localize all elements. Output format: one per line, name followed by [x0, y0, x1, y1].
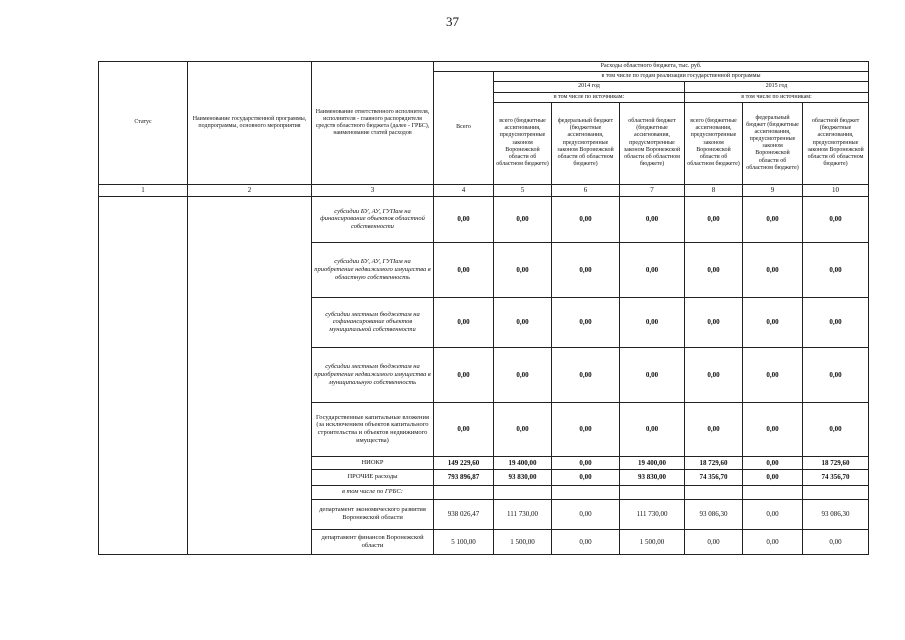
value-cell [620, 485, 685, 499]
header-col5: всего (бюджетные ассигнования, предусмотренные законом Воронежской области об областном бюджете) [494, 102, 552, 184]
value-cell: 938 026,47 [434, 499, 494, 529]
header-col9: федеральный бюджет (бюджетные ассигнования, предусмотренные законом Воронежской области об областном бюджете) [743, 102, 803, 184]
header-col6: федеральный бюджет (бюджетные ассигнования, предусмотренные законом Воронежской области об областном бюджете) [552, 102, 620, 184]
value-cell: 0,00 [494, 242, 552, 297]
value-cell: 0,00 [434, 402, 494, 456]
row-name: ПРОЧИЕ расходы [312, 469, 434, 485]
column-number: 4 [434, 184, 494, 196]
value-cell: 0,00 [803, 297, 869, 347]
column-number: 2 [188, 184, 312, 196]
value-cell [494, 485, 552, 499]
value-cell: 18 729,60 [803, 456, 869, 469]
row-name: субсидии местным бюджетам на софинансирование объектов муниципальной собственности [312, 297, 434, 347]
value-cell: 0,00 [743, 402, 803, 456]
row-name: в том числе по ГРБС: [312, 485, 434, 499]
value-cell: 0,00 [685, 402, 743, 456]
row-name: департамент экономического развития Воронежской области [312, 499, 434, 529]
value-cell: 0,00 [434, 347, 494, 402]
value-cell: 0,00 [552, 242, 620, 297]
value-cell: 93 086,30 [803, 499, 869, 529]
value-cell: 19 400,00 [494, 456, 552, 469]
value-cell: 0,00 [685, 529, 743, 554]
value-cell: 0,00 [434, 297, 494, 347]
value-cell: 0,00 [743, 499, 803, 529]
value-cell: 0,00 [743, 242, 803, 297]
value-cell: 0,00 [552, 469, 620, 485]
value-cell: 5 100,00 [434, 529, 494, 554]
value-cell: 111 730,00 [494, 499, 552, 529]
value-cell: 793 896,87 [434, 469, 494, 485]
value-cell: 0,00 [685, 196, 743, 242]
header-program-name: Наименование государственной программы, подпрограммы, основного мероприятия [188, 62, 312, 185]
header-year-2015: 2015 год [685, 82, 869, 92]
value-cell: 0,00 [803, 242, 869, 297]
value-cell: 0,00 [494, 347, 552, 402]
value-cell: 0,00 [803, 529, 869, 554]
header-total: Всего [434, 72, 494, 185]
value-cell [434, 485, 494, 499]
value-cell: 0,00 [434, 196, 494, 242]
header-executor-name: Наименование ответственного исполнителя, исполнителя - главного распорядителя средств областного бюджета (далее - ГРБС), наименование статей расходов [312, 62, 434, 185]
column-number: 8 [685, 184, 743, 196]
value-cell: 0,00 [803, 196, 869, 242]
value-cell: 0,00 [743, 297, 803, 347]
value-cell: 0,00 [620, 402, 685, 456]
value-cell: 0,00 [494, 196, 552, 242]
value-cell: 111 730,00 [620, 499, 685, 529]
value-cell: 0,00 [743, 529, 803, 554]
value-cell: 0,00 [743, 347, 803, 402]
column-number: 1 [99, 184, 188, 196]
table-row [99, 196, 869, 242]
value-cell: 0,00 [494, 297, 552, 347]
value-cell: 0,00 [685, 242, 743, 297]
header-year-2014: 2014 год [494, 82, 685, 92]
value-cell: 0,00 [552, 402, 620, 456]
row-name: субсидии БУ, АУ, ГУПам на финансирование объектов областной собственности [312, 196, 434, 242]
value-cell: 0,00 [552, 196, 620, 242]
value-cell: 0,00 [685, 347, 743, 402]
value-cell: 0,00 [743, 456, 803, 469]
header-sources-2015: в том числе по источникам: [685, 92, 869, 102]
row-name: НИОКР [312, 456, 434, 469]
value-cell [803, 485, 869, 499]
value-cell [552, 485, 620, 499]
column-number: 3 [312, 184, 434, 196]
column-number: 9 [743, 184, 803, 196]
value-cell: 0,00 [620, 242, 685, 297]
header-col7: областной бюджет (бюджетные ассигнования, предусмотренные законом Воронежской области об областном бюджете) [620, 102, 685, 184]
value-cell: 0,00 [552, 297, 620, 347]
value-cell: 0,00 [685, 297, 743, 347]
row-name: субсидии БУ, АУ, ГУПам на приобретение недвижимого имущества в областную собственность [312, 242, 434, 297]
value-cell: 0,00 [552, 456, 620, 469]
column-number: 7 [620, 184, 685, 196]
value-cell: 18 729,60 [685, 456, 743, 469]
value-cell: 93 830,00 [620, 469, 685, 485]
value-cell: 0,00 [620, 297, 685, 347]
value-cell: 0,00 [743, 469, 803, 485]
column-number: 6 [552, 184, 620, 196]
column-number: 5 [494, 184, 552, 196]
value-cell: 1 500,00 [494, 529, 552, 554]
value-cell [685, 485, 743, 499]
value-cell: 74 356,70 [803, 469, 869, 485]
header-row-1 [99, 62, 869, 72]
row-name: департамент финансов Воронежской области [312, 529, 434, 554]
row-name: субсидии местным бюджетам на приобретение недвижимого имущества в муниципальную собственность [312, 347, 434, 402]
budget-table [98, 61, 869, 555]
value-cell: 0,00 [552, 529, 620, 554]
value-cell: 0,00 [494, 402, 552, 456]
header-col8: всего (бюджетные ассигнования, предусмотренные законом Воронежской области об областном бюджете) [685, 102, 743, 184]
header-col10: областной бюджет (бюджетные ассигнования, предусмотренные законом Воронежской области об областном бюджете) [803, 102, 869, 184]
header-by-years: в том числе по годам реализации государственной программы [494, 72, 869, 82]
column-number-row [99, 184, 869, 196]
value-cell [743, 485, 803, 499]
value-cell: 74 356,70 [685, 469, 743, 485]
value-cell: 0,00 [552, 347, 620, 402]
value-cell: 93 086,30 [685, 499, 743, 529]
value-cell: 0,00 [620, 347, 685, 402]
value-cell: 0,00 [620, 196, 685, 242]
value-cell: 0,00 [743, 196, 803, 242]
value-cell: 0,00 [803, 347, 869, 402]
page-number: 37 [446, 14, 459, 29]
header-sources-2014: в том числе по источникам: [494, 92, 685, 102]
status-cell [99, 196, 188, 554]
program-cell [188, 196, 312, 554]
value-cell: 1 500,00 [620, 529, 685, 554]
value-cell: 0,00 [434, 242, 494, 297]
row-name: Государственные капитальные вложения (за исключением объектов капитального строительства и объектов недвижимого имущества) [312, 402, 434, 456]
column-number: 10 [803, 184, 869, 196]
value-cell: 149 229,60 [434, 456, 494, 469]
header-status: Статус [99, 62, 188, 185]
header-expenses-title: Расходы областного бюджета, тыс. руб. [434, 62, 869, 72]
value-cell: 0,00 [552, 499, 620, 529]
value-cell: 19 400,00 [620, 456, 685, 469]
value-cell: 93 830,00 [494, 469, 552, 485]
value-cell: 0,00 [803, 402, 869, 456]
